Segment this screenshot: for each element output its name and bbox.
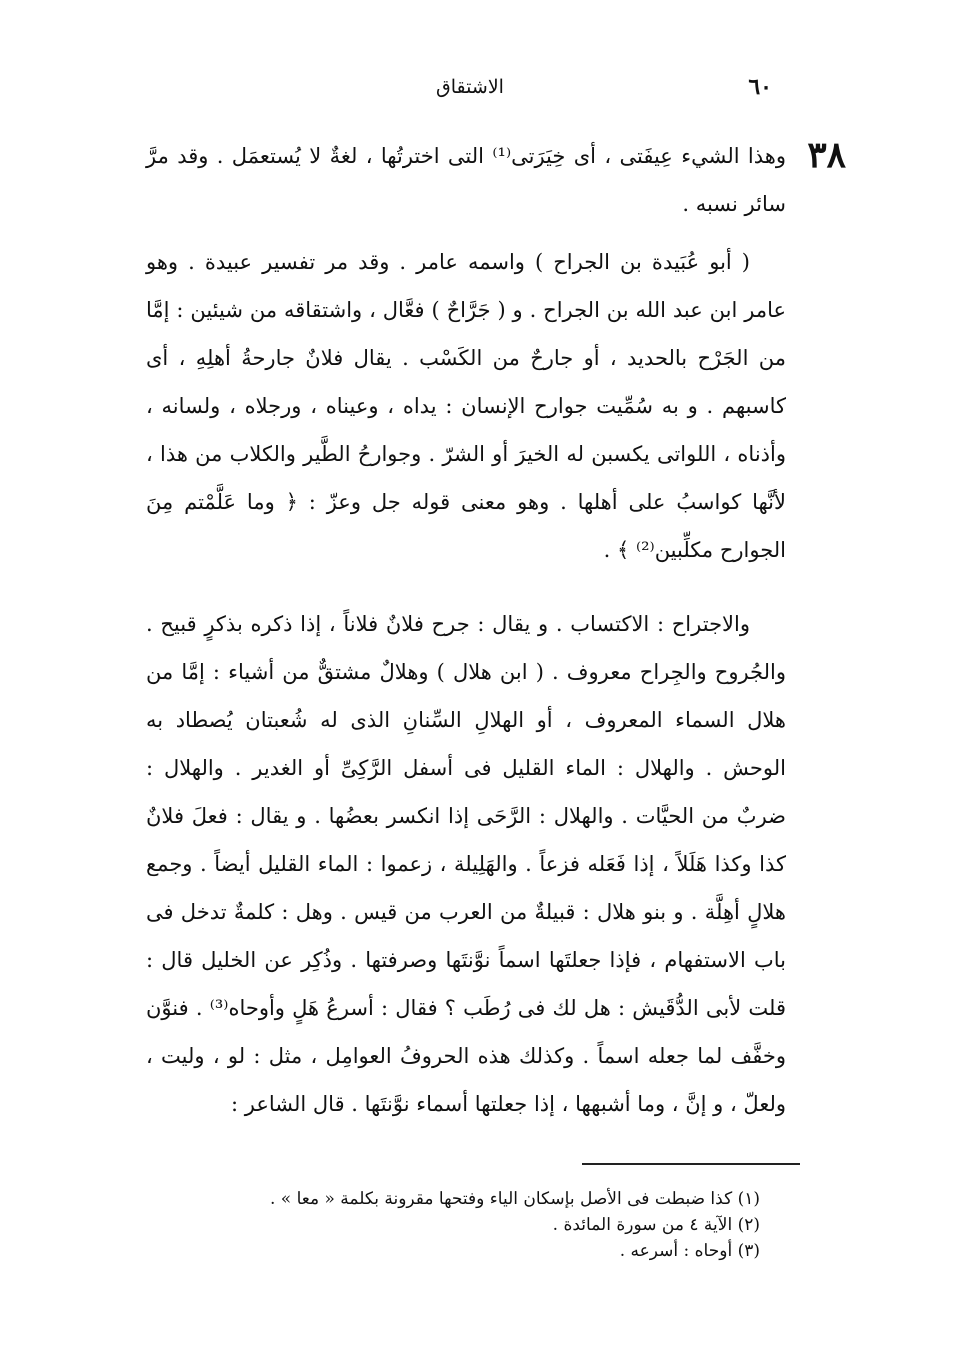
page-number: ٦٠	[748, 74, 772, 100]
footnote: (٢) الآية ٤ من سورة المائدة .	[552, 1215, 760, 1235]
paragraph: والاجتراح : الاكتساب . و يقال : جرح فلانٌ فلاناً ، إذا ذكره بذكرٍ قبيح . والجُروح والجِراح معروف . ( ابن هلال ) وهلالٌ مشتقٌّ من أشياء : إمَّا من هلال السماء المعروف ، أو الهلالِ السِّنانِ الذى له شُعبتان يُصطاد به الوحش . والهلال : الماء القليل فى أسفل الرَّكِىِّ أو الغدير . والهلال : ضربٌ من الحيَّات . والهلال : الرَّحَى إذا انكسر بعضُها . و يقال : فعلَ فلانٌ كذا وكذا هَلَلاً ، إذا فَعَله فزعاً . والهَلِيلة ، زعموا : الماء القليل أيضاً . وجمع هلالٍ أهِلَّة . و بنو هلال : قبيلةٌ من العرب من قيس . وهل : كلمةٌ تدخل فى باب الاستفهام ، فإذا جعلتَها اسماً نوَّنتَها وصرفتها . وذُكِر عن الخليل قال : قلت لأبى الدُّقَيش : هل لك فى رُطَب ؟ فقال : أسرعُ هَلٍ وأوحاه⁽³⁾ . فنوَّن وخفَّف لما جعله اسماً . وكذلك هذه الحروفُ العوامِل ، مثل : لو ، وليت ، ولعلّ ، و إنَّ ، وما أشبهها ، إذا جعلتها أسماء نوَّنتَها . قال الشاعر :	[146, 612, 786, 1116]
footnote: (١) كذا ضبطت فى الأصل بإسكان الياء وفتحها مقرونة بكلمة « معا » .	[269, 1189, 760, 1209]
page-header	[140, 74, 800, 106]
paragraph: ( أبو عُبَيدة بن الجراح ) واسمه عامر . وقد مر تفسير عبيدة . وهو عامر ابن عبد الله بن الجراح . و ( جَرَّاحٌ ) فعَّال ، واشتقاقه من شيئين : إمَّا من الجَرْح بالحديد ، أو جارحٌ من الكَسْب . يقال فلانٌ جارحةُ أهلِهِ ، أى كاسبهم . و به سُمِّيت جوارح الإنسان : يداه ، وعيناه ، ورجلاه ، ولسانه ، وأذناه ، اللواتى يكسبن له الخيرَ أو الشرّ . وجوارحُ الطَّير والكلاب من هذا ، لأنَّها كواسبُ على أهلها . وهو معنى قوله جل وعزّ : ﴿ وما عَلَّمْتم مِنَ الجوارح مكلِّبين⁽²⁾ ﴾ .	[146, 250, 786, 562]
footnote-divider	[582, 1163, 800, 1165]
footnotes	[160, 1186, 760, 1264]
entry-number: ٣٨	[807, 134, 846, 176]
running-title: الاشتقاق	[436, 76, 504, 98]
paragraph: وهذا الشيء عِيفَتى ، أى خِيَرَتى⁽¹⁾ التى اخترتُها ، لغةٌ لا يُستعمَل . وقد مرَّ سائر نسبه .	[146, 144, 786, 216]
footnote: (٣) أوحاه : أسرعه .	[619, 1241, 760, 1261]
